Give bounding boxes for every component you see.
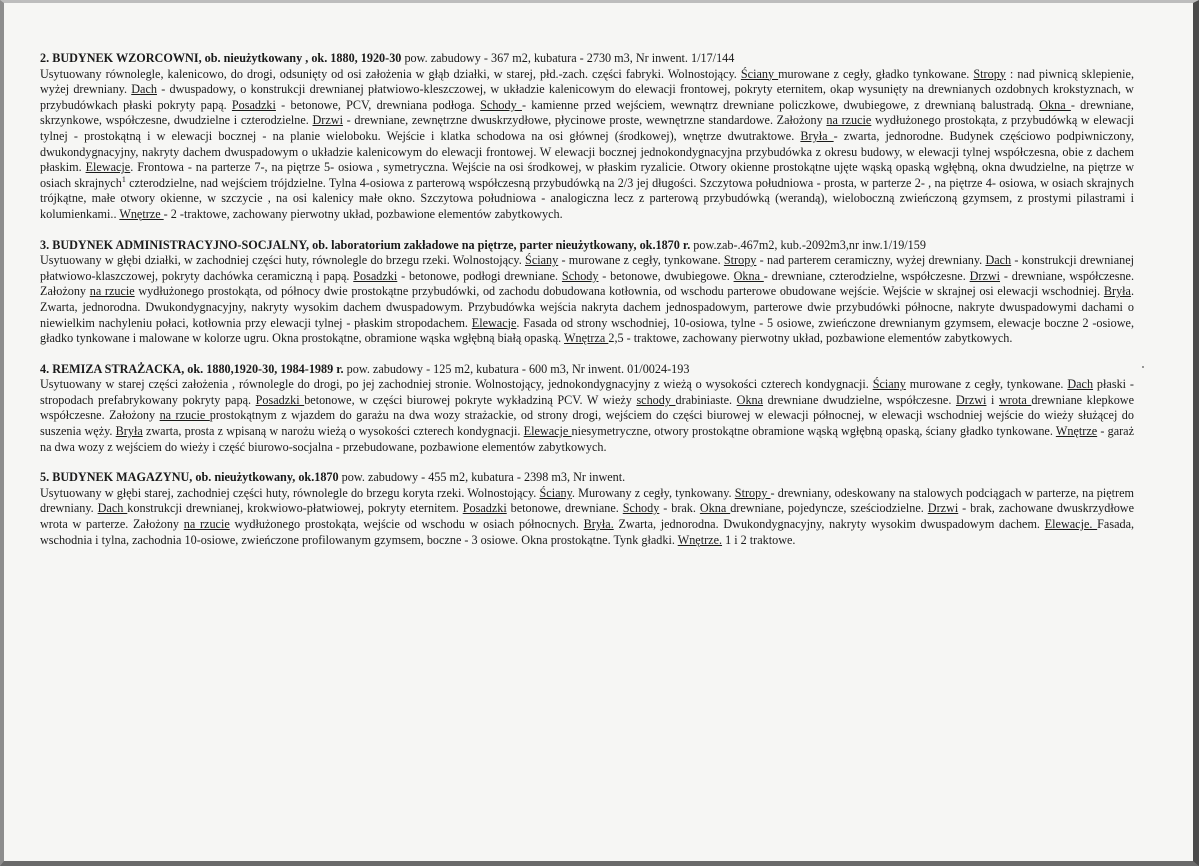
section-term: schody	[636, 392, 676, 407]
section-term: Ściany	[872, 377, 906, 392]
section-term: wrota	[998, 392, 1032, 407]
body-text: - nad parterem ceramiczny, wyżej drewniany.	[756, 253, 986, 268]
body-text: : nad piwnicą sklepienie, wyżej drewniany.	[40, 66, 1134, 97]
body-text: - murowane z cegły, tynkowane.	[558, 253, 724, 268]
section-term: Elewacje	[85, 160, 131, 175]
section-term: Dach	[1067, 377, 1094, 392]
body-text: konstrukcji drewnianej, krokwiowo-płatwiowej, pokryty eternitem.	[127, 501, 463, 516]
body-text: betonowe, w części biurowej pokryte wykładziną PCV. W wieży	[304, 392, 637, 407]
section-term: Wnętrze.	[677, 532, 723, 547]
body-text: - brak.	[659, 501, 700, 516]
body-text: i	[986, 392, 999, 407]
body-text: drewniane dwudzielne, współczesne.	[763, 392, 956, 407]
body-text: niesymetryczne, otwory prostokątne obramione wąską wgłębną opaską, ściany gładko tynkowane.	[571, 424, 1056, 439]
body-text: murowane z cegły, tynkowane.	[905, 377, 1068, 392]
section-term: na rzucie	[89, 284, 135, 299]
body-text: . Fasada od strony wschodniej, 10-osiowa, tylne - 5 osiowe, zwieńczone drewnianym gzymsem, elewacje boczne 2 -osiowe, gładko tynkowane i malowane w kolorze ugru. Okna prostokątne, obramione wąska wgłębną białą opaską.	[40, 315, 1134, 346]
body-text: drabiniaste.	[675, 392, 737, 407]
body-text: Usytuowany równolegle, kalenicowo, do drogi, odsunięty od osi założenia w głąb działki, w starej, płd.-zach. części fabryki. Wolnostojący.	[40, 66, 741, 81]
section-term: Bryła.	[583, 517, 614, 532]
section-term: Okna	[699, 501, 731, 516]
body-text: wydłużonego prostokąta, z przybudówką w elewacji tylnej - prostokątną i w elewacji bocznej - na planie wieloboku. Wejście i klatka schodowa na osi głównej (środkowej), wnętrze dwutraktowe.	[40, 113, 1134, 143]
section-term: na rzucie	[159, 408, 210, 423]
section-term: Okna	[736, 392, 764, 407]
section-term: Posadzki	[462, 501, 507, 516]
body-text: Usytuowany w starej części założenia , równolegle do drogi, po jej zachodniej stronie. Wolnostojący, jednokondygnacyjny z wieżą o wysokości czterech kondygnacji.	[40, 377, 873, 392]
body-text: - zwarta, jednorodne. Budynek częściowo podpiwniczony, dwukondygnacyjny, nakryty dachem dwuspadowym o układzie kalenicowym do elewacji frontowej. W elewacji bocznej jednokondygnacyjna przybudówka z okresu budowy, w elewacji tylnej współczesna, obie z dachem płaskim.	[40, 128, 1134, 175]
section-term: Schody	[622, 501, 660, 516]
body-text: wydłużonego prostokąta, od północy dwie prostokątne przybudówki, od zachodu dobudowana kotłownia, od wschodu parterowe obudowane wejście. Wejście w skrajnej osi elewacji wschodniej.	[134, 284, 1104, 299]
entry-heading: 5. BUDYNEK MAGAZYNU, ob. nieużytkowany, ok.1870	[40, 470, 339, 485]
entry-heading: 4. REMIZA STRAŻACKA, ok. 1880,1920-30, 1984-1989 r.	[40, 361, 344, 376]
building-entry	[40, 470, 1134, 548]
body-text: - 2 -traktowe, zachowany pierwotny układ, pozbawione elementów zabytkowych.	[163, 206, 563, 221]
section-term: Ściany	[740, 66, 779, 81]
body-text: Zwarta, jednorodna. Dwukondygnacyjny, nakryty wysokim dwuspadowym dachem.	[613, 517, 1045, 532]
body-text: - betonowe, podłogi drewniane.	[397, 268, 562, 283]
section-term: Dach	[131, 82, 157, 97]
entry-metadata: pow. zabudowy - 455 m2, kubatura - 2398 m3, Nr inwent.	[341, 470, 626, 485]
section-term: Posadzki	[353, 268, 398, 283]
body-text: - brak, zachowane dwuskrzydłowe wrota w parterze. Założony	[40, 501, 1135, 532]
section-term: Okna	[733, 268, 764, 283]
body-text: drewniane klepkowe współczesne. Założony	[40, 392, 1135, 423]
body-text: Usytuowany w głębi starej, zachodniej części huty, równolegle do brzegu koryta rzeki. Wolnostojący.	[40, 485, 540, 500]
body-text: . Zwarta, jednorodna. Dwukondygnacyjny, nakryty wysokim dachem dwuspadowym. Przybudówka wejścia nakryta dachem jednospadowym, parterowe dwie przybudówki północne, nakryte dwuspadowymi dachami o niewielkim nachyleniu połaci, kotłownia przy elewacji tylnej - płaskim stropodachem.	[40, 284, 1134, 330]
section-term: Dach	[985, 253, 1012, 268]
body-text: prostokątnym z wjazdem do garażu na dwa wozy strażackie, od strony drogi, wejściem do części biurowej w elewacji północnej, w elewacji wschodniej wejście do wieży służącej do suszenia węży.	[40, 408, 1134, 439]
body-text: 1 i 2 traktowe.	[722, 532, 796, 547]
entry-heading: 3. BUDYNEK ADMINISTRACYJNO-SOCJALNY, ob. laboratorium zakładowe na piętrze, parter nieużytkowany, ok.1870 r.	[40, 237, 691, 252]
section-term: Elewacje	[471, 315, 517, 330]
body-text: - drewniane, współczesne. Założony	[40, 268, 1135, 299]
scan-speck	[1142, 366, 1144, 368]
section-term: Drzwi	[927, 501, 959, 516]
section-term: Wnętrza	[564, 331, 609, 346]
section-term: Wnętrze	[1055, 424, 1098, 439]
body-text: . Frontowa - na parterze 7-, na piętrze 5- osiowa , symetryczna. Wejście na osi środkowej, w płaskim ryzalicie. Otwory okienne prostokątne ujęte wąską opaską wgłębną, okna dwudzielne, na piętrze w osiach skrajnych	[40, 160, 1134, 190]
entry-metadata: pow. zabudowy - 125 m2, kubatura - 600 m3, Nr inwent. 01/0024-193	[346, 361, 690, 376]
body-text: czterodzielne, nad wejściem trójdzielne. Tylna 4-osiowa z parterową współczesną przybudówką na 2/3 jej długości. Szczytowa południowa - prosta, w parterze 2- , na piętrze 4- osiowa, w osiach skrajnych trójkątne, małe otwory okienne, w szczycie , na osi kalenicy małe okno. Szczytowa południowa - analogiczna lecz z parterową przybudówką (werandą), wieloboczną zwieńczoną gzymsem, z prostymi pilastrami i kolumienkami..	[40, 175, 1134, 221]
section-term: Drzwi	[969, 268, 1001, 283]
section-term: Posadzki	[231, 97, 276, 112]
section-term: Ściany	[539, 485, 572, 500]
section-term: na rzucie	[826, 113, 872, 128]
section-term: Stropy	[973, 66, 1006, 81]
body-text: - drewniane, skrzynkowe, współczesne, dwudzielne i czterodzielne.	[40, 97, 1134, 128]
section-term: Schody	[561, 268, 599, 283]
section-term: Elewacje	[523, 424, 572, 439]
building-entry	[40, 362, 1134, 456]
footnote-marker: 1	[121, 174, 126, 184]
section-term: Ściany	[525, 253, 559, 268]
entry-metadata: pow. zabudowy - 367 m2, kubatura - 2730 m3, Nr inwent. 1/17/144	[404, 51, 735, 65]
body-text: wydłużonego prostokąta, wejście od wschodu w osiach północnych.	[229, 517, 584, 532]
body-text: . Murowany z cegły, tynkowany.	[571, 485, 735, 500]
section-term: na rzucie	[183, 517, 230, 532]
body-text: - garaż na dwa wozy z wejściem do wieży i część biurowo-socjalna - przebudowane, pozbawione elementów zabytkowych.	[40, 424, 1135, 454]
section-term: Stropy	[723, 253, 757, 268]
body-text: - konstrukcji drewnianej płatwiowo-klaszczowej, pokryty dachówka ceramiczną i papą.	[40, 253, 1134, 283]
body-text: murowane z cegły, gładko tynkowane.	[778, 66, 974, 81]
entry-metadata: pow.zab-.467m2, kub.-2092m3,nr inw.1/19/159	[693, 237, 926, 252]
body-text: - dwuspadowy, o konstrukcji drewnianej płatwiowo-kleszczowej, w układzie kalenicowym do elewacji frontowej, pokryty eternitem, okap wysunięty na drewnianych ozdobnych krokstyznach, w przybudówkach płaski pokryty papą.	[40, 82, 1134, 112]
building-entry	[40, 51, 1134, 223]
body-text: Usytuowany w głębi działki, w zachodniej części huty, równolegle do brzegu rzeki. Wolnostojący.	[40, 253, 526, 268]
document-text	[40, 51, 1134, 563]
body-text: - drewniane, zewnętrzne dwuskrzydłowe, płycinowe proste, wewnętrzne standardowe. Założony	[342, 113, 827, 128]
section-term: Bryła	[800, 128, 834, 143]
body-text: - drewniane, czterodzielne, współczesne.	[763, 268, 970, 283]
body-text: drewniane, pojedyncze, sześciodzielne.	[730, 501, 928, 516]
body-text: - kamienne przed wejściem, wewnątrz drewniane policzkowe, dwubiegowe, z drewnianą balustradą.	[521, 97, 1040, 112]
section-term: Drzwi	[955, 392, 987, 407]
section-term: Bryła	[1103, 284, 1131, 299]
section-term: Dach	[97, 501, 128, 516]
body-text: - betonowe, dwubiegowe.	[598, 268, 734, 283]
section-term: Stropy	[734, 485, 771, 500]
section-term: Posadzki	[255, 392, 305, 407]
section-term: Bryła	[115, 424, 143, 439]
section-term: Schody	[480, 97, 522, 112]
body-text: zwarta, prosta z wpisaną w narożu wieżą o wysokości czterech kondygnacji.	[142, 424, 524, 439]
body-text: 2,5 - traktowe, zachowany pierwotny układ, pozbawione elementów zabytkowych.	[608, 331, 1013, 346]
body-text: płaski - stropodach prefabrykowany pokryty papą.	[40, 377, 1134, 407]
section-term: Elewacje.	[1044, 517, 1098, 532]
body-text: - drewniany, odeskowany na stalowych podciągach w parterze, na piętrem drewniany.	[40, 485, 1135, 516]
building-entry	[40, 238, 1134, 347]
body-text: betonowe, drewniane.	[506, 501, 623, 516]
entry-heading: 2. BUDYNEK WZORCOWNI, ob. nieużytkowany , ok. 1880, 1920-30	[40, 51, 402, 65]
body-text: Fasada, wschodnia i tylna, zachodnia 10-osiowe, zwieńczone profilowanym gzymsem, boczne - 3 osiowe. Okna prostokątne. Tynk gładki.	[40, 517, 1135, 547]
section-term: Okna	[1039, 97, 1071, 112]
section-term: Drzwi	[312, 113, 343, 128]
section-term: Wnętrze	[119, 206, 164, 221]
body-text: - betonowe, PCV, drewniana podłoga.	[275, 97, 481, 112]
